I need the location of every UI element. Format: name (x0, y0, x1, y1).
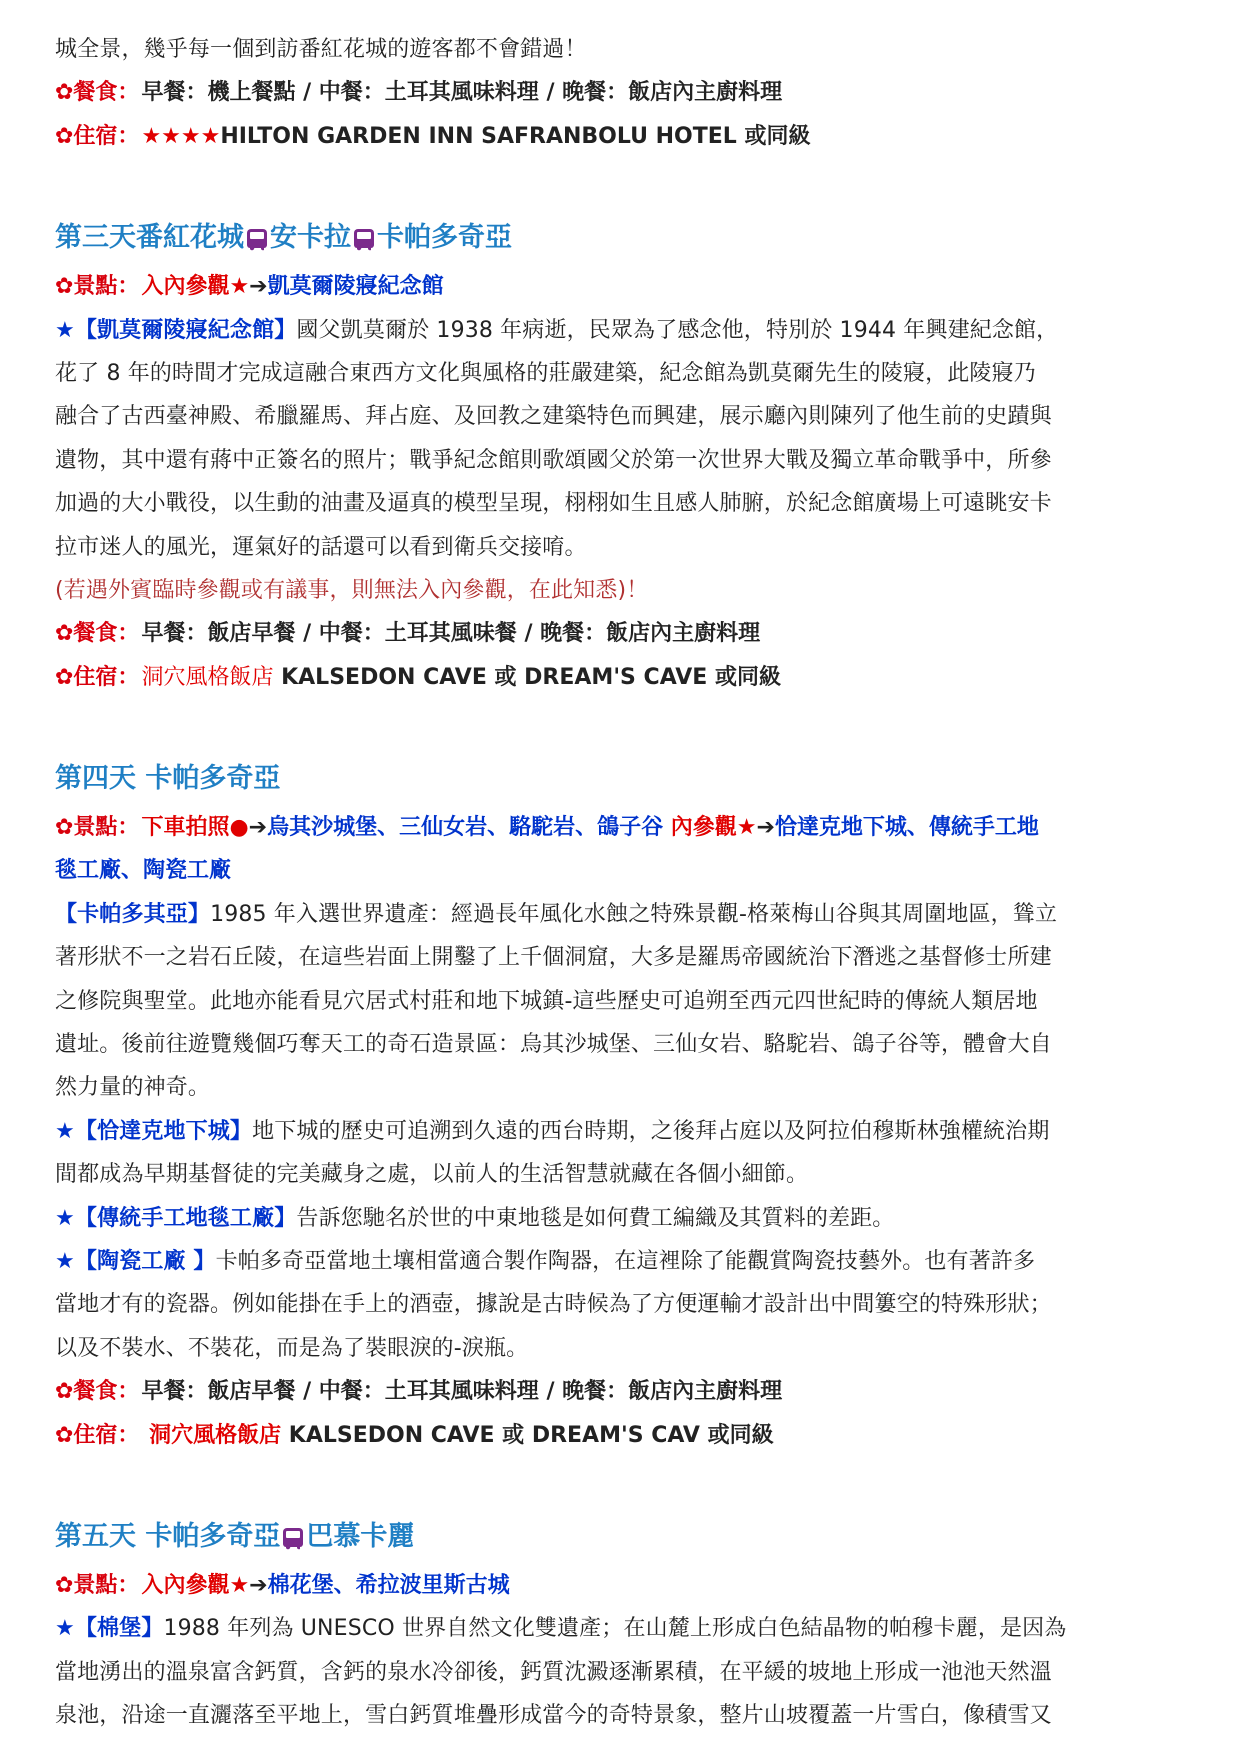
spots-label: ✿景點： (55, 274, 140, 300)
day3-spots-line (55, 265, 1185, 308)
bus-icon (283, 1528, 303, 1547)
day4-cap-line: 著形狀不一之岩石丘陵，在這些岩面上開鑿了上千個洞窟，大多是羅馬帝國統治下潛逃之基督修士所建 (55, 945, 1052, 971)
day3-desc-line (55, 309, 1185, 352)
desc-heading: ★【恰達克地下城】 (55, 1118, 253, 1144)
day5-title (55, 1509, 1185, 1564)
desc-text: 1988 年列為 UNESCO 世界自然文化雙遺產；在山麓上形成白色結晶物的帕穆卡麗，是因為 (163, 1616, 1067, 1642)
hotel-label: ✿住宿： (55, 123, 140, 149)
day5-desc-line: 泉池，沿途一直灑落至平地上，雪白鈣質堆疊形成當今的奇特景象，整片山坡覆蓋一片雪白，像積雪又 (55, 1703, 1052, 1729)
day3-desc-line: 拉市迷人的風光，運氣好的話還可以看到衛兵交接唷。 (55, 534, 587, 560)
hotel-stars: ★★★★ (141, 123, 221, 149)
desc-heading: ★【棉堡】 (55, 1616, 164, 1642)
meals-text: 早餐：飯店早餐 / 中餐：土耳其風味料理 / 晚餐：飯店內主廚料理 (141, 1379, 783, 1405)
day4-cap-line: 遺址。後前往遊覽幾個巧奪天工的奇石造景區：烏其沙城堡、三仙女岩、駱駝岩、鴿子谷等，體會大自 (55, 1032, 1052, 1058)
spot-visit-type: 內參觀★ (663, 815, 757, 841)
day4-title: 第四天 卡帕多奇亞 (55, 763, 281, 795)
day4-hotel-line (55, 1414, 1185, 1457)
spot-names: 恰達克地下城、傳統手工地 (774, 815, 1039, 841)
desc-text: 地下城的歷史可追溯到久遠的西台時期，之後拜占庭以及阿拉伯穆斯林強權統治期 (252, 1118, 1050, 1144)
meals-text: 早餐：機上餐點 / 中餐：土耳其風味料理 / 晚餐：飯店內主廚料理 (141, 80, 783, 106)
day4-carpet-line (55, 1197, 1185, 1240)
day3-title-part1: 第三天番紅花城 (55, 222, 244, 254)
spot-visit-type: 入內參觀★ (141, 1572, 250, 1598)
day4-cap-line (55, 893, 1185, 936)
desc-heading: ★【陶瓷工廠 】 (55, 1248, 216, 1274)
day3-title-part2: 安卡拉 (270, 222, 351, 254)
meals-label: ✿餐食： (55, 80, 140, 106)
day4-spots-line-cont: 毯工廠、陶瓷工廠 (55, 858, 232, 884)
hotel-name: KALSEDON CAVE 或 DREAM'S CAV 或同級 (281, 1422, 774, 1448)
day4-pottery-line (55, 1240, 1185, 1283)
spot-names: 棉花堡、希拉波里斯古城 (267, 1572, 510, 1598)
desc-text: 1985 年入選世界遺產：經過長年風化水蝕之特殊景觀-格萊梅山谷與其周圍地區，聳立 (210, 901, 1058, 927)
spots-label: ✿景點： (55, 815, 140, 841)
day2-hotel-line (55, 115, 1185, 158)
hotel-type: 洞穴風格飯店 (149, 1422, 282, 1448)
desc-text: 告訴您馳名於世的中東地毯是如何費工編織及其質料的差距。 (296, 1205, 895, 1231)
day5-spots-line (55, 1564, 1185, 1607)
desc-text: 卡帕多奇亞當地土壤相當適合製作陶器，在這裡除了能觀賞陶瓷技藝外。也有著許多 (215, 1248, 1036, 1274)
bus-icon (354, 229, 374, 248)
day3-title-part3: 卡帕多奇亞 (377, 222, 512, 254)
itinerary-page (55, 28, 1185, 1738)
day5-desc-line: 當地湧出的溫泉富含鈣質，含鈣的泉水冷卻後，鈣質沈澱逐漸累積，在平緩的坡地上形成一池池天然溫 (55, 1659, 1052, 1685)
arrow-icon: ➔ (248, 815, 268, 841)
day2-intro-text: 城全景，幾乎每一個到訪番紅花城的遊客都不會錯過！ (55, 37, 587, 62)
spot-visit-type: 入內參觀★ (141, 274, 250, 300)
day4-meals-line (55, 1370, 1185, 1413)
day4-cap-line: 然力量的神奇。 (55, 1075, 211, 1101)
day3-desc-line: 花了 8 年的時間才完成這融合東西方文化與風格的莊嚴建築，紀念館為凱莫爾先生的陵寢，此陵寢乃 (55, 360, 1036, 386)
day4-pottery-line: 當地才有的瓷器。例如能掛在手上的酒壺，據說是古時候為了方便運輸才設計出中間簍空的特殊形狀； (55, 1292, 1052, 1318)
desc-text: 國父凱莫爾於 1938 年病逝，民眾為了感念他，特別於 1944 年興建紀念館， (296, 317, 1059, 343)
arrow-icon: ➔ (756, 815, 775, 841)
day4-under-line: 間都成為早期基督徒的完美藏身之處，以前人的生活智慧就藏在各個小細節。 (55, 1162, 809, 1188)
hotel-label: ✿住宿： (55, 664, 140, 690)
arrow-icon: ➔ (249, 1572, 268, 1598)
spot-name: 凱莫爾陵寢紀念館 (267, 274, 444, 300)
day3-meals-line (55, 612, 1185, 655)
hotel-name: HILTON GARDEN INN SAFRANBOLU HOTEL 或同級 (220, 123, 811, 149)
day5-desc-line (55, 1607, 1185, 1650)
desc-heading: 【卡帕多其亞】 (55, 901, 211, 927)
meals-label: ✿餐食： (55, 1379, 140, 1405)
day5-title-part2: 巴慕卡麗 (306, 1520, 415, 1552)
day3-hotel-line (55, 656, 1185, 699)
day4-cap-line: 之修院與聖堂。此地亦能看見穴居式村莊和地下城鎮-這些歷史可追朔至西元四世紀時的傳統人類居地 (55, 988, 1038, 1014)
day4-pottery-line: 以及不裝水、不裝花，而是為了裝眼淚的-淚瓶。 (55, 1335, 529, 1361)
hotel-type: 洞穴風格飯店 (141, 664, 274, 690)
day3-desc-line: 遺物，其中還有蔣中正簽名的照片；戰爭紀念館則歌頌國父於第一次世界大戰及獨立革命戰爭中，所參 (55, 447, 1052, 473)
day3-desc-line: 融合了古西臺神殿、希臘羅馬、拜占庭、及回教之建築特色而興建，展示廳內則陳列了他生前的史蹟與 (55, 404, 1052, 430)
spots-label: ✿景點： (55, 1572, 140, 1598)
day3-title (55, 210, 1185, 265)
meals-text: 早餐：飯店早餐 / 中餐：土耳其風味餐 / 晚餐：飯店內主廚料理 (141, 621, 761, 647)
day3-notice: (若遇外賓臨時參觀或有議事，則無法入內參觀，在此知悉)！ (55, 577, 649, 603)
arrow-icon: ➔ (249, 274, 268, 300)
day2-meals-line (55, 71, 1185, 114)
day5-title-part1: 第五天 卡帕多奇亞 (55, 1520, 281, 1552)
hotel-label: ✿住宿： (55, 1422, 148, 1448)
day3-desc-line: 加過的大小戰役，以生動的油畫及逼真的模型呈現，栩栩如生且感人肺腑，於紀念館廣場上可遠眺安卡 (55, 491, 1052, 517)
bus-icon (247, 229, 267, 248)
spot-visit-type: 下車拍照● (141, 815, 249, 841)
spot-names: 烏其沙城堡、三仙女岩、駱駝岩、鴿子谷 (267, 815, 664, 841)
hotel-name: KALSEDON CAVE 或 DREAM'S CAVE 或同級 (273, 664, 781, 690)
day4-under-line (55, 1110, 1185, 1153)
day4-spots-line (55, 806, 1185, 849)
meals-label: ✿餐食： (55, 621, 140, 647)
desc-heading: ★【傳統手工地毯工廠】 (55, 1205, 297, 1231)
desc-heading: ★【凱莫爾陵寢紀念館】 (55, 317, 297, 343)
